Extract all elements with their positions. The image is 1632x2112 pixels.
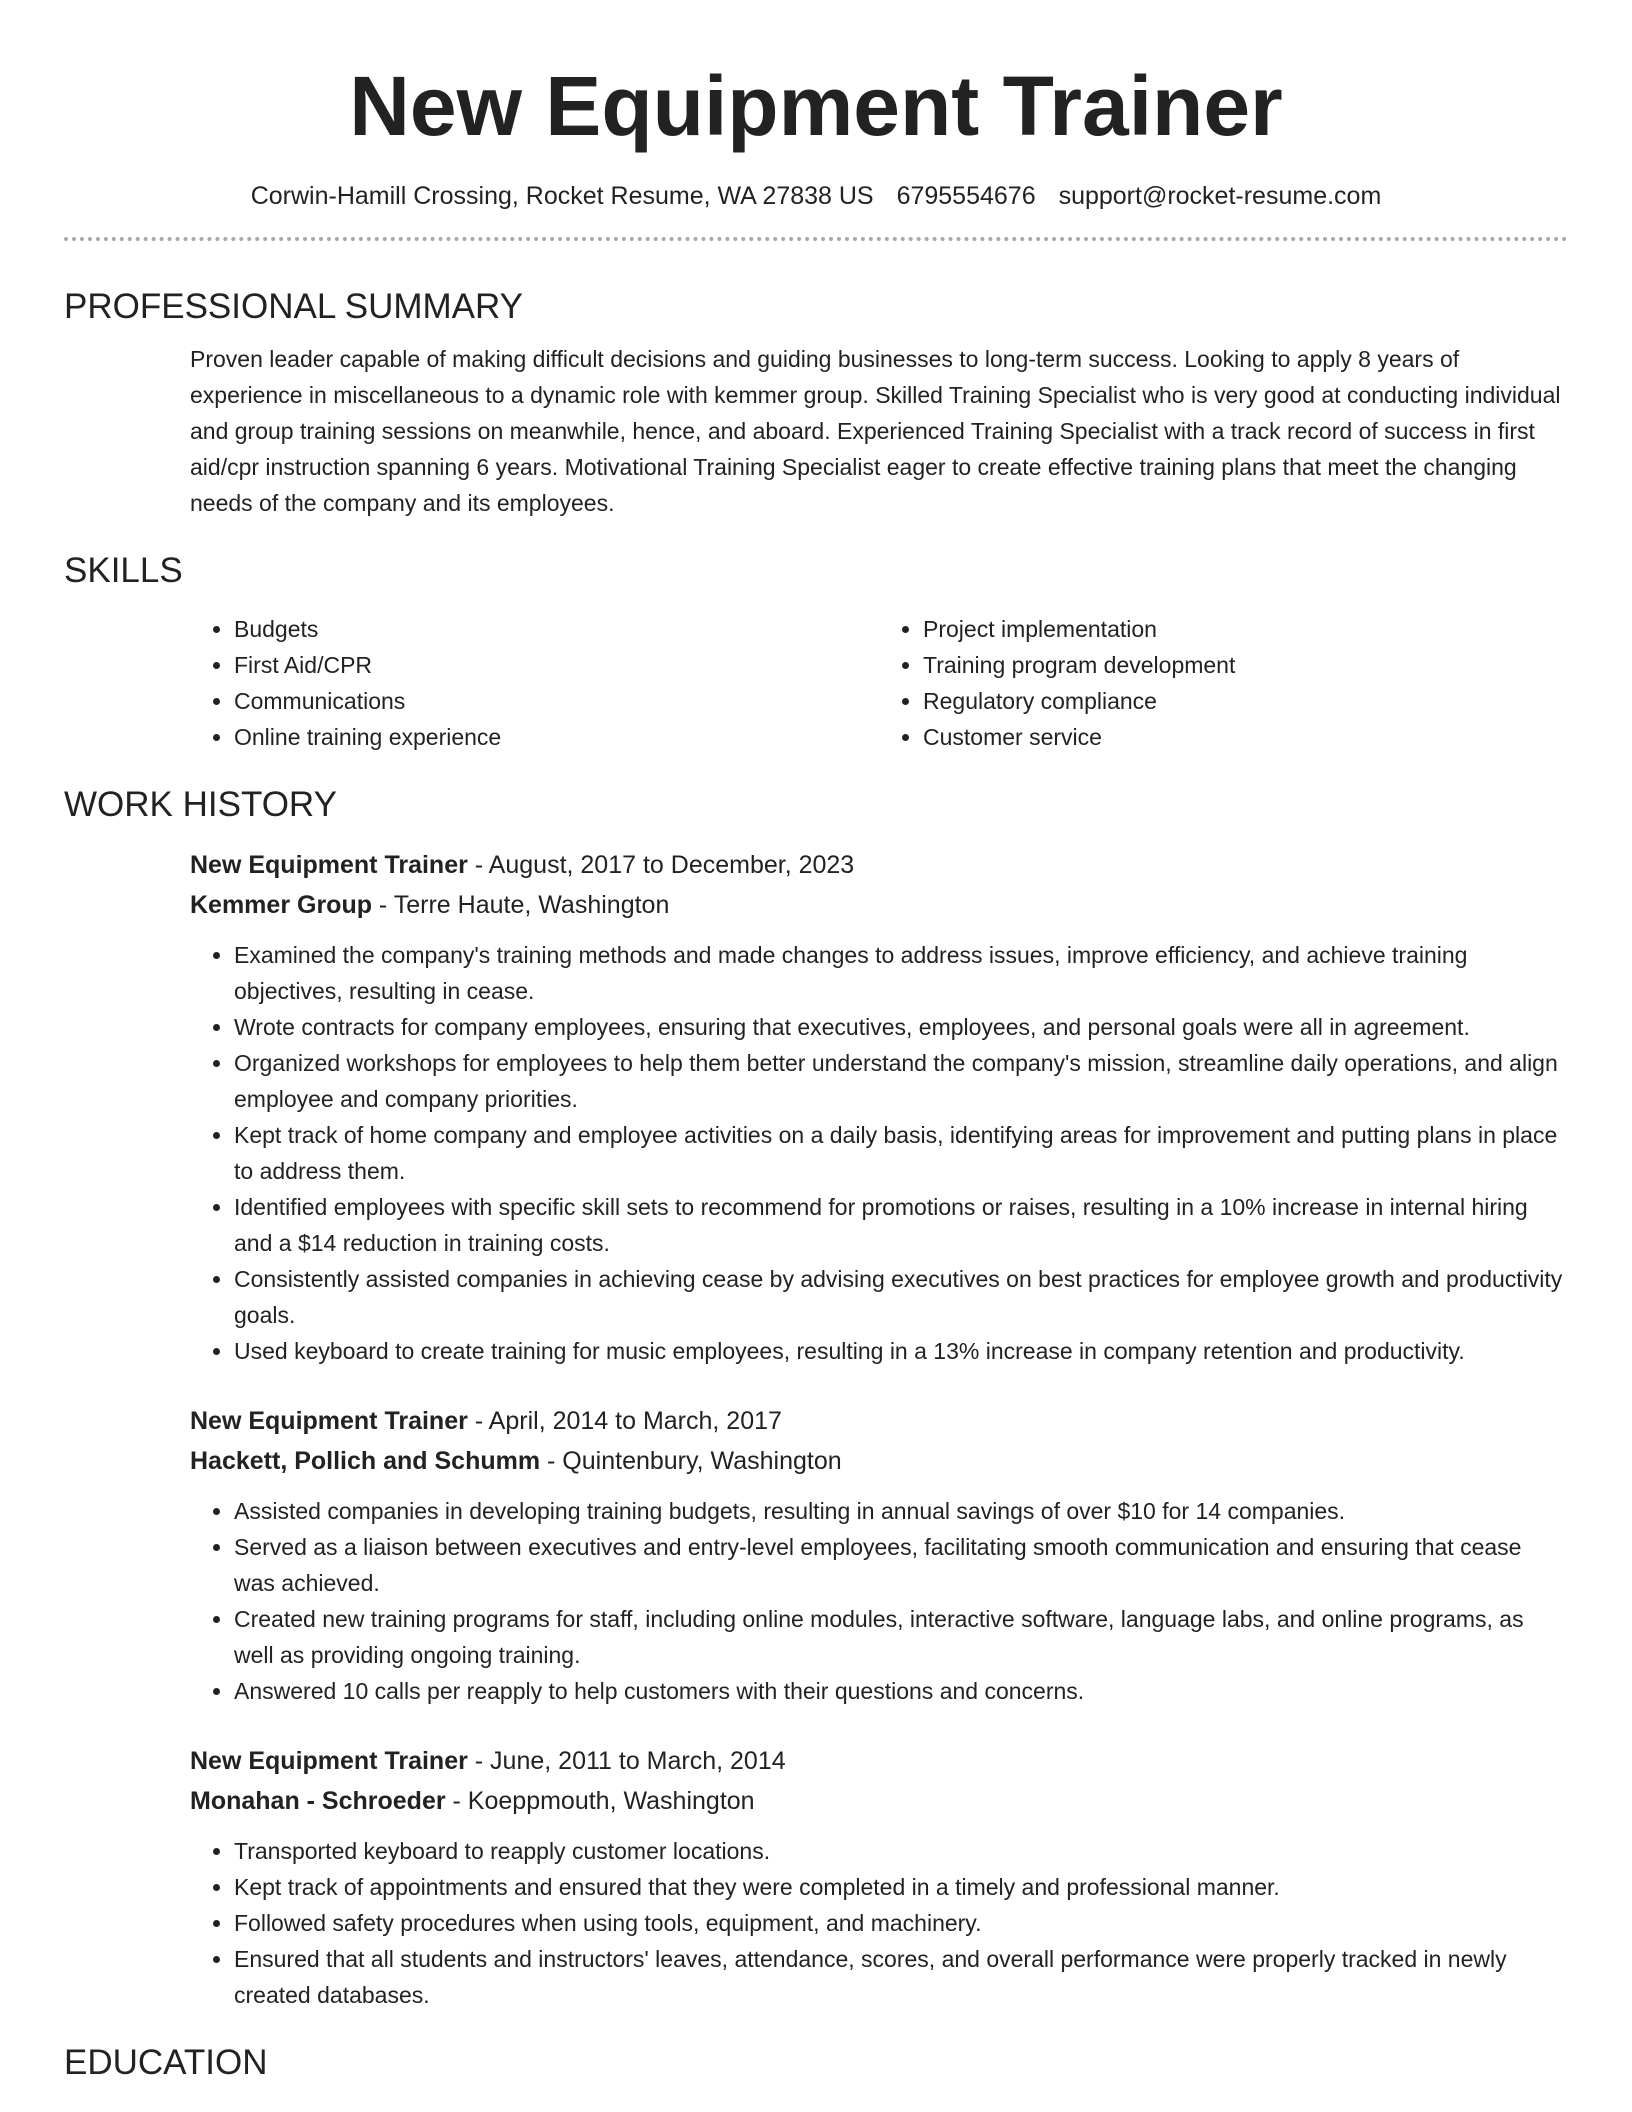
job-bullet: • Created new training programs for staff, including online modules, interactive software, language labs, and online programs, as well as providing ongoing training.: [234, 1601, 1568, 1673]
job-dates: - June, 2011 to March, 2014: [467, 1747, 786, 1775]
summary-heading: PROFESSIONAL SUMMARY: [64, 287, 523, 326]
job-bullet: • Assisted companies in developing training budgets, resulting in annual savings of over $10 for 14 companies.: [234, 1493, 1568, 1529]
skill-item: • Project implementation: [923, 611, 1568, 647]
header-divider: [64, 237, 1568, 241]
job-title-line: [190, 845, 1568, 885]
skills-column-left: [190, 611, 879, 755]
skill-item: • First Aid/CPR: [234, 647, 879, 683]
resume-page: [64, 0, 1568, 2085]
job-company: Hackett, Pollich and Schumm: [190, 1447, 541, 1475]
job-location: - Koeppmouth, Washington: [445, 1787, 755, 1815]
job-entry: [190, 845, 1568, 1369]
job-bullet: • Followed safety procedures when using tools, equipment, and machinery.: [234, 1905, 1568, 1941]
job-title: New Equipment Trainer: [190, 851, 468, 879]
job-company: Kemmer Group: [190, 891, 372, 919]
job-bullet: • Identified employees with specific skill sets to recommend for promotions or raises, resulting in a 10% increase in internal hiring and a $14 reduction in training costs.: [234, 1189, 1568, 1261]
job-title: New Equipment Trainer: [190, 1407, 468, 1435]
skill-item: • Training program development: [923, 647, 1568, 683]
job-bullets: [190, 1833, 1568, 2013]
job-bullet: • Kept track of home company and employee activities on a daily basis, identifying areas for improvement and putting plans in place to address them.: [234, 1117, 1568, 1189]
job-bullet: • Answered 10 calls per reapply to help customers with their questions and concerns.: [234, 1673, 1568, 1709]
candidate-name: New Equipment Trainer: [349, 59, 1283, 153]
job-company-line: [190, 1781, 1568, 1821]
job-bullet: • Organized workshops for employees to help them better understand the company's mission, streamline daily operations, and align employee and company priorities.: [234, 1045, 1568, 1117]
summary-text: Proven leader capable of making difficult decisions and guiding businesses to long-term success. Looking to apply 8 years of experience in miscellaneous to a dynamic role with kemmer group. Skilled Training Specialist who is very good at conducting individual and group training sessions on meanwhile, hence, and aboard. Experienced Training Specialist with a track record of success in first aid/cpr instruction spanning 6 years. Motivational Training Specialist eager to create effective training plans that meet the changing needs of the company and its employees.: [190, 346, 1561, 516]
job-entry: [190, 1401, 1568, 1709]
contact-address: Corwin-Hamill Crossing, Rocket Resume, WA 27838 US: [250, 182, 874, 210]
contact-phone: 6795554676: [896, 182, 1036, 210]
skills-column-right: [879, 611, 1568, 755]
job-dates: - August, 2017 to December, 2023: [467, 851, 855, 879]
skills-list: [190, 611, 1568, 755]
job-company-line: [190, 1441, 1568, 1481]
job-bullet: • Served as a liaison between executives and entry-level employees, facilitating smooth communication and ensuring that cease was achieved.: [234, 1529, 1568, 1601]
job-title: New Equipment Trainer: [190, 1747, 468, 1775]
skill-item: • Communications: [234, 683, 879, 719]
job-bullet: • Wrote contracts for company employees, ensuring that executives, employees, and personal goals were all in agreement.: [234, 1009, 1568, 1045]
education-heading: EDUCATION: [64, 2043, 268, 2082]
job-bullets: [190, 937, 1568, 1369]
job-bullet: • Examined the company's training methods and made changes to address issues, improve efficiency, and achieve training objectives, resulting in cease.: [234, 937, 1568, 1009]
skill-item: • Online training experience: [234, 719, 879, 755]
job-bullet: • Consistently assisted companies in achieving cease by advising executives on best practices for employee growth and productivity goals.: [234, 1261, 1568, 1333]
skills-heading: SKILLS: [64, 551, 183, 590]
work-history-heading: WORK HISTORY: [64, 785, 337, 824]
skill-item: • Regulatory compliance: [923, 683, 1568, 719]
job-location: - Terre Haute, Washington: [371, 891, 670, 919]
job-bullet: • Transported keyboard to reapply customer locations.: [234, 1833, 1568, 1869]
job-title-line: [190, 1741, 1568, 1781]
job-bullets: [190, 1493, 1568, 1709]
skill-item: • Customer service: [923, 719, 1568, 755]
job-bullet: • Ensured that all students and instructors' leaves, attendance, scores, and overall performance were properly tracked in newly created databases.: [234, 1941, 1568, 2013]
job-company-line: [190, 885, 1568, 925]
contact-email: support@rocket-resume.com: [1058, 182, 1382, 210]
job-entry: [190, 1741, 1568, 2013]
job-bullet: • Used keyboard to create training for music employees, resulting in a 13% increase in company retention and productivity.: [234, 1333, 1568, 1369]
job-bullet: • Kept track of appointments and ensured that they were completed in a timely and professional manner.: [234, 1869, 1568, 1905]
job-company: Monahan - Schroeder: [190, 1787, 446, 1815]
job-title-line: [190, 1401, 1568, 1441]
job-location: - Quintenbury, Washington: [540, 1447, 842, 1475]
contact-line: [64, 180, 1568, 212]
skill-item: • Budgets: [234, 611, 879, 647]
job-dates: - April, 2014 to March, 2017: [467, 1407, 782, 1435]
